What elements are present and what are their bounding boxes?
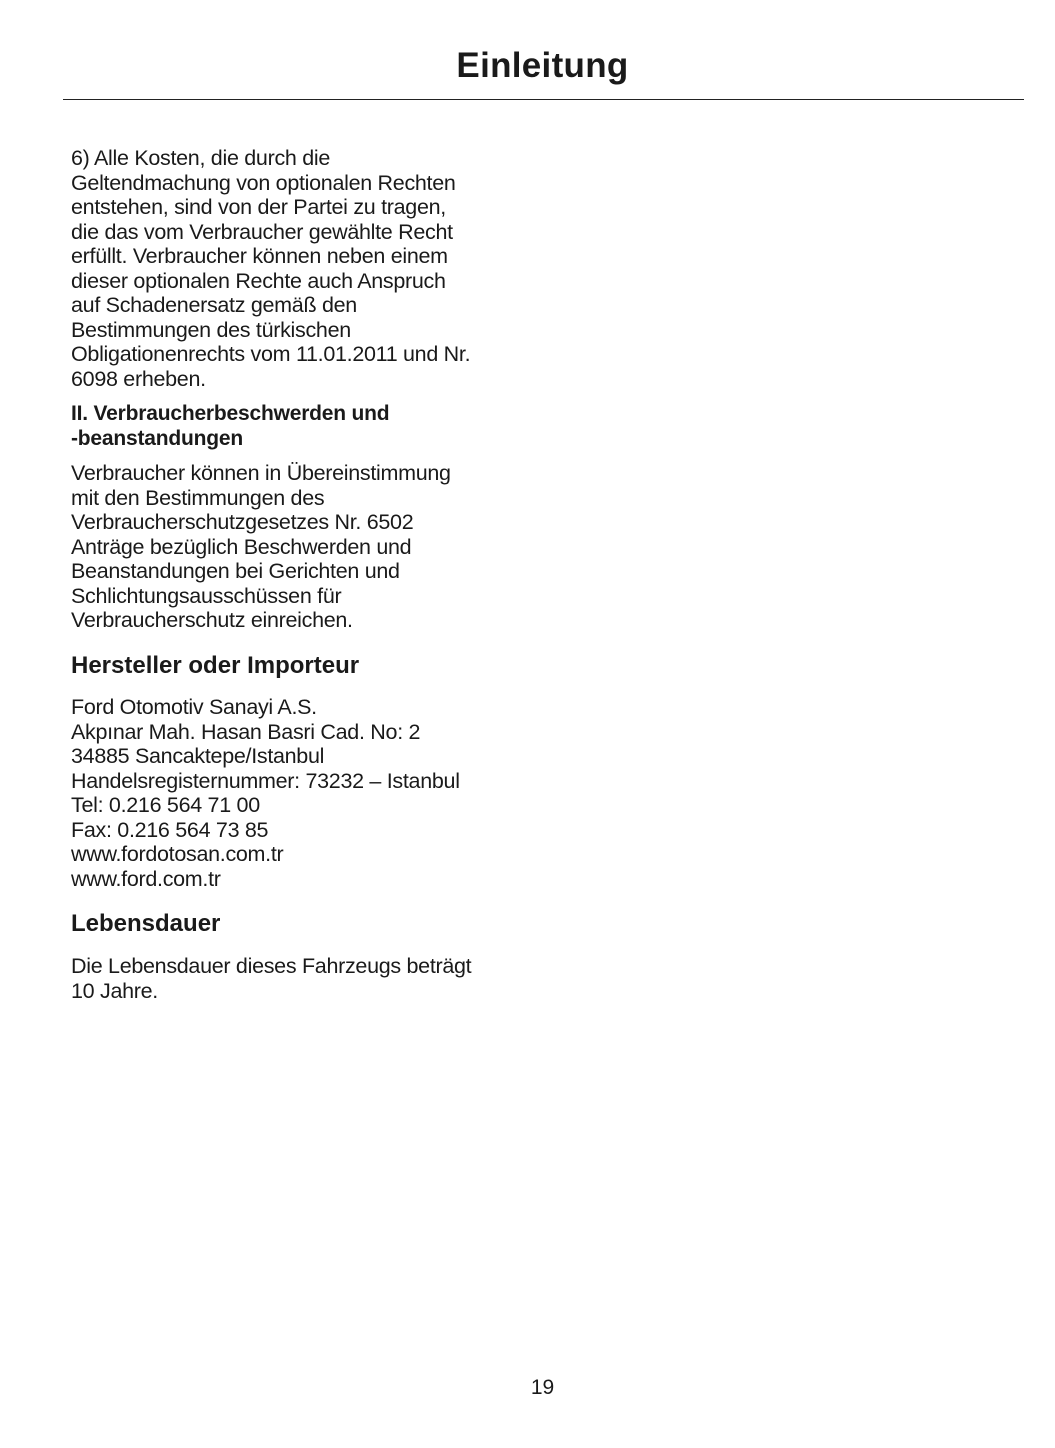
text-line: Ford Otomotiv Sanayi A.S. [71, 695, 317, 719]
text-line: Verbraucherschutz einreichen. [71, 608, 353, 632]
text-line: Fax: 0.216 564 73 85 [71, 817, 269, 842]
subheading-line: II. Verbraucherbeschwerden und [71, 402, 390, 425]
text-line: Tel: 0.216 564 71 00 [71, 793, 260, 817]
text-line: Schlichtungsausschüssen für [71, 583, 342, 608]
text-line: Obligationenrechts vom 11.01.2011 und Nr. [71, 342, 471, 366]
text-line: Die Lebensdauer dieses Fahrzeugs beträgt [71, 954, 472, 978]
text-line: Geltendmachung von optionalen Rechten [71, 170, 456, 195]
text-line: erfüllt. Verbraucher können neben einem [71, 244, 448, 268]
text-line: 10 Jahre. [71, 978, 158, 1003]
paragraph-complaints [71, 461, 541, 633]
text-line: Verbraucher können in Übereinstimmung [71, 461, 451, 485]
heading-lifetime: Lebensdauer [71, 910, 221, 937]
text-line: Verbraucherschutzgesetzes Nr. 6502 [71, 510, 414, 534]
text-line: 6098 erheben. [71, 366, 206, 391]
text-line: auf Schadenersatz gemäß den [71, 293, 357, 317]
subheading-line: -beanstandungen [71, 427, 244, 450]
subheading-complaints [71, 401, 541, 451]
page-title: Einleitung [456, 46, 629, 85]
text-line: mit den Bestimmungen des [71, 485, 325, 510]
paragraph-costs [71, 146, 541, 391]
text-line: Bestimmungen des türkischen [71, 317, 351, 342]
text-line: 34885 Sancaktepe/Istanbul [71, 744, 325, 768]
text-line: Handelsregisternummer: 73232 – Istanbul [71, 768, 460, 793]
header-rule [63, 99, 1024, 100]
text-line: Akpınar Mah. Hasan Basri Cad. No: 2 [71, 719, 421, 744]
manufacturer-address [71, 695, 541, 891]
text-line: Anträge bezüglich Beschwerden und [71, 534, 412, 559]
text-line: dieser optionalen Rechte auch Anspruch [71, 268, 446, 293]
page-number: 19 [530, 1376, 555, 1399]
text-line: entstehen, sind von der Partei zu tragen, [71, 195, 446, 219]
paragraph-lifetime [71, 954, 541, 1003]
text-line: die das vom Verbraucher gewählte Recht [71, 219, 453, 244]
text-line: www.ford.com.tr [71, 866, 221, 891]
heading-manufacturer: Hersteller oder Importeur [71, 652, 360, 679]
text-line: www.fordotosan.com.tr [71, 842, 284, 866]
text-line: 6) Alle Kosten, die durch die [71, 146, 331, 170]
text-line: Beanstandungen bei Gerichten und [71, 559, 400, 583]
